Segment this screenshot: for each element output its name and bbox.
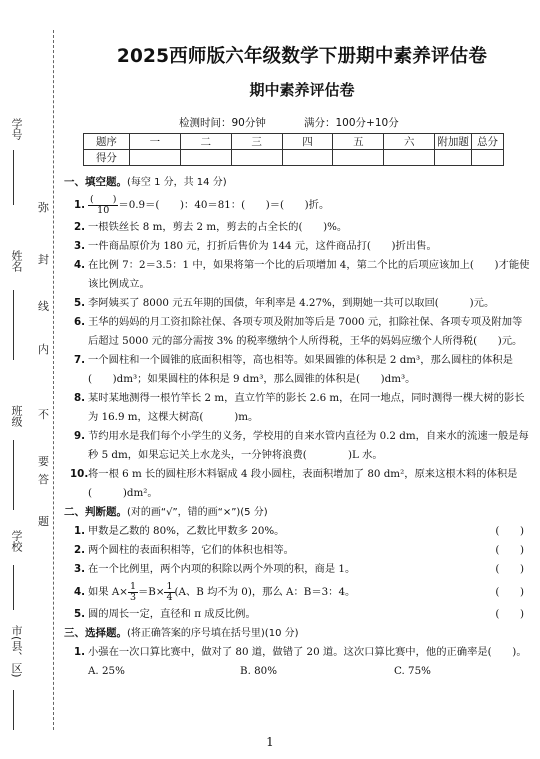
score-table-cell: 总分 (472, 134, 504, 150)
score-table-cell: 题序 (84, 134, 130, 150)
exam-content (64, 173, 530, 681)
answer-paren[interactable]: ( ) (495, 586, 524, 598)
score-table-cell: 附加题 (435, 134, 472, 150)
question-text: 两个圆柱的表面积相等，它们的体积也相等。 (88, 544, 294, 556)
question-number: 5. (74, 297, 86, 309)
question-number: 7. (74, 354, 86, 366)
fraction (128, 582, 138, 603)
question-3-1-options (64, 662, 530, 681)
question-1-1 (64, 192, 530, 218)
score-cell-extra[interactable] (435, 150, 472, 166)
question-2-4 (64, 579, 530, 605)
question-text: 某时某地测得一根竹竿长 2 m，直立竹竿的影长 2.6 m，在同一地点，同时测得一棵大树的影长为 16.9 m，这棵大树高( )m。 (88, 392, 525, 423)
section-choice-heading (64, 624, 530, 643)
option-a[interactable]: A. 25% (88, 665, 125, 677)
fraction (164, 582, 174, 603)
class-line (13, 440, 14, 510)
question-text: 圆的周长一定，直径和 π 成反比例。 (88, 608, 256, 620)
question-1-4 (64, 256, 530, 294)
question-3-1 (64, 643, 530, 662)
fraction-numerator: 1 (129, 580, 136, 592)
question-text: ＝B× (137, 586, 165, 598)
question-1-10 (64, 465, 530, 503)
question-text: 将一根 6 m 长的圆柱形木料锯成 4 段小圆柱，表面积增加了 80 dm²，原来这根木料的体积是( )dm²。 (88, 468, 518, 499)
score-cell-5[interactable] (333, 150, 384, 166)
option-b[interactable]: B. 80% (240, 665, 277, 677)
exam-time: 检测时间：90分钟 (179, 117, 266, 129)
question-1-7 (64, 351, 530, 389)
question-1-6 (64, 313, 530, 351)
section-note: (对的画“√”，错的画“×”)(5 分) (127, 507, 268, 518)
option-c[interactable]: C. 75% (394, 665, 431, 677)
question-number: 3. (74, 240, 86, 252)
answer-paren[interactable]: ( ) (495, 563, 524, 575)
question-number: 1. (74, 199, 86, 211)
question-number: 9. (74, 430, 86, 442)
name-label: 姓名 (10, 250, 23, 272)
page-subtitle: 期中素养评估卷 (249, 81, 355, 99)
question-1-8 (64, 389, 530, 427)
fraction-denominator: 10 (97, 204, 110, 216)
question-2-1 (64, 522, 530, 541)
score-table-cell: 得分 (84, 150, 130, 166)
section-title: 三、选择题。 (64, 627, 127, 639)
question-number: 3. (74, 563, 86, 575)
question-number: 4. (74, 586, 86, 598)
exam-full-score: 满分：100分+10分 (304, 117, 399, 129)
section-title: 二、判断题。 (64, 506, 127, 518)
seal-char: 弥 (38, 198, 49, 216)
score-table-header-row (84, 134, 504, 150)
school-label: 学校 (10, 530, 23, 552)
section-note: (每空 1 分，共 14 分) (127, 177, 227, 188)
class-label: 班级 (10, 405, 23, 427)
score-cell-1[interactable] (129, 150, 180, 166)
question-1-5 (64, 294, 530, 313)
score-cell-2[interactable] (180, 150, 231, 166)
score-table-cell: 二 (180, 134, 231, 150)
name-line (13, 290, 14, 360)
section-fill-blank-heading (64, 173, 530, 192)
question-text: 小强在一次口算比赛中，做对了 80 道，做错了 20 道。这次口算比赛中，他的正确率是( )。 (88, 646, 527, 658)
fraction-denominator: 3 (129, 591, 136, 603)
question-number: 6. (74, 316, 86, 328)
seal-char: 内 (38, 340, 49, 358)
score-cell-total[interactable] (472, 150, 504, 166)
question-number: 1. (74, 525, 86, 537)
score-cell-6[interactable] (384, 150, 435, 166)
answer-paren[interactable]: ( ) (495, 525, 524, 537)
question-text: (A、B 均不为 0)，那么 A：B＝3：4。 (174, 586, 356, 598)
fraction (88, 195, 118, 216)
score-table-cell: 六 (384, 134, 435, 150)
question-1-2 (64, 218, 530, 237)
score-table-cell: 五 (333, 134, 384, 150)
question-2-3 (64, 560, 530, 579)
question-text: 在一个比例里，两个内项的积除以两个外项的积，商是 1。 (88, 563, 356, 575)
student-number-line (13, 150, 14, 205)
fraction-denominator: 4 (166, 591, 173, 603)
seal-dashed-line (53, 30, 54, 730)
city-line (13, 690, 14, 730)
question-text: ＝0.9＝( )：40＝81：( )＝( )折。 (118, 199, 330, 211)
question-number: 2. (74, 221, 86, 233)
section-note: (将正确答案的序号填在括号里)(10 分) (127, 628, 299, 639)
score-table-cell: 一 (129, 134, 180, 150)
question-1-9 (64, 427, 530, 465)
score-table-cell: 三 (231, 134, 282, 150)
seal-char: 要 (38, 452, 49, 470)
question-number: 4. (74, 259, 86, 271)
page-title: 2025西师版六年级数学下册期中素养评估卷 (116, 46, 488, 67)
question-number: 5. (74, 608, 86, 620)
seal-char: 不 (38, 405, 49, 423)
seal-char: 答 (38, 470, 49, 488)
question-1-3 (64, 237, 530, 256)
binding-margin (0, 0, 58, 759)
score-table-cell: 四 (282, 134, 333, 150)
question-text: 如果 A× (88, 586, 128, 598)
question-number: 1. (74, 646, 86, 658)
question-text: 一根铁丝长 8 m，剪去 2 m，剪去的占全长的( )%。 (88, 221, 348, 233)
question-number: 8. (74, 392, 86, 404)
score-cell-4[interactable] (282, 150, 333, 166)
question-text: 甲数是乙数的 80%，乙数比甲数多 20%。 (88, 525, 285, 537)
question-text: 一件商品原价为 180 元，打折后售价为 144 元，这件商品打( )折出售。 (88, 240, 437, 252)
score-cell-3[interactable] (231, 150, 282, 166)
question-number: 2. (74, 544, 86, 556)
fraction-numerator: 1 (166, 580, 173, 592)
score-table-score-row (84, 150, 504, 166)
question-text: 王华的妈妈的月工资扣除社保、各项专项及附加等后是 7000 元，扣除社保、各项专项及附加等后超过 5000 元的部分需按 3% 的税率缴纳个人所得税，王华的妈妈应缴个人所得税( )元。 (88, 316, 523, 347)
city-label: 市(县、区) (10, 625, 23, 678)
seal-char: 线 (38, 297, 49, 315)
student-number-label: 学号 (10, 118, 23, 140)
question-number: 10. (70, 468, 89, 480)
question-2-5 (64, 605, 530, 624)
question-text: 李阿姨买了 8000 元五年期的国债，年利率是 4.27%，到期她一共可以取回( )元。 (88, 297, 495, 309)
question-text: 在比例 7：2＝3.5：1 中，如果将第一个比的后项增加 4，第二个比的后项应该加上( )才能使该比例成立。 (88, 259, 530, 290)
section-title: 一、填空题。 (64, 176, 127, 188)
school-line (13, 565, 14, 610)
question-text: 节约用水是我们每个小学生的义务，学校用的自来水管内直径为 0.2 dm，自来水的流速一般是每秒 5 dm，如果忘记关上水龙头，一分钟将浪费( )L 水。 (88, 430, 529, 461)
score-table (83, 133, 504, 166)
question-2-2 (64, 541, 530, 560)
answer-paren[interactable]: ( ) (495, 544, 524, 556)
seal-char: 题 (38, 512, 49, 530)
seal-char: 封 (38, 250, 49, 268)
section-judge-heading (64, 503, 530, 522)
answer-paren[interactable]: ( ) (495, 608, 524, 620)
page-number: 1 (266, 735, 274, 749)
question-text: 一个圆柱和一个圆锥的底面积相等，高也相等。如果圆锥的体积是 2 dm³，那么圆柱的体积是( )dm³；如果圆柱的体积是 9 dm³，那么圆锥的体积是( )dm³。 (88, 354, 513, 385)
fraction-numerator: ( ) (90, 193, 117, 205)
